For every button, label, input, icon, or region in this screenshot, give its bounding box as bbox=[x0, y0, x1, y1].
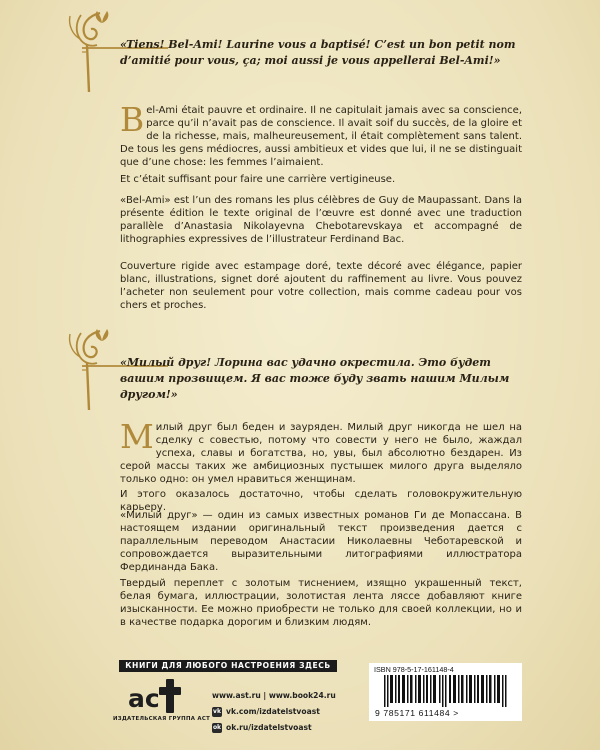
russian-paragraph-3: «Милый друг» — один из самых известных романов Ги де Мопассана. В настоящем издании оригинальный текст произведения дается с параллельным переводом Анастасии Николаевны Чеботаревской и сопровождается выразительными литографиями иллюстратора Фердинанда Бака. bbox=[120, 510, 522, 573]
french-dropcap: B bbox=[120, 100, 145, 139]
vk-link[interactable]: vk vk.com/izdatelstvoast bbox=[213, 707, 320, 716]
barcode-icon bbox=[384, 675, 514, 707]
ast-logo-icon bbox=[126, 677, 190, 715]
flower-ornament-icon bbox=[92, 9, 112, 25]
french-paragraph-2: Et c’était suffisant pour faire une carrière vertigineuse. bbox=[120, 174, 396, 185]
russian-paragraph-4: Твердый переплет с золотым тиснением, изящно украшенный текст, белая бумага, иллюстрации, золотистая лента ляссе добавляют книге изысканности. Ее можно приобрести не только для своей коллекции, но и в качестве подарка дорогим и близким людям. bbox=[120, 578, 522, 628]
ok-link[interactable]: ok ok.ru/izdatelstvoast bbox=[212, 723, 312, 732]
russian-quote: «Милый друг! Лорина вас удачно окрестила. Это будет вашим прозвищем. Я вас тоже буду звать нашим Милым другом!» bbox=[120, 356, 510, 401]
tagline-bar: КНИГИ ДЛЯ ЛЮБОГО НАСТРОЕНИЯ ЗДЕСЬ bbox=[119, 660, 337, 672]
vk-icon: vk bbox=[213, 708, 221, 715]
publisher-links bbox=[212, 688, 336, 736]
publisher-caption: ИЗДАТЕЛЬСКАЯ ГРУППА АСТ bbox=[113, 716, 211, 722]
websites-row[interactable]: www.ast.ru | www.book24.ru bbox=[212, 691, 336, 700]
isbn-number: ISBN 978-5-17-161148-4 bbox=[374, 665, 454, 674]
russian-paragraph-2: И этого оказалось достаточно, чтобы сделать головокружительную карьеру. bbox=[120, 489, 522, 513]
ast-logo-text: ac bbox=[128, 684, 160, 713]
flower-ornament-icon bbox=[92, 327, 112, 343]
french-paragraph-3: «Bel-Ami» est l’un des romans les plus célèbres de Guy de Maupassant. Dans la présente édition le texte original de l’œuvre est donné avec une traduction parallèle d’Anastasia Nikolayevna Chebotarevskaya et accompagné de lithographies expressives de l’illustrateur Ferdinand Bac. bbox=[120, 195, 522, 245]
russian-paragraph-1: Милый друг был беден и зауряден. Милый друг никогда не шел на сделку с совестью, потому что совести у него не было, жаждал успеха, славы и богатства, но, увы, был абсолютно бездарен. Из серой массы таких же амбициозных пустышек милого друга выделяло только одно: он умел нравиться женщинам. bbox=[120, 417, 522, 485]
french-quote: «Tiens! Bel-Ami! Laurine vous a baptisé! C’est un bon petit nom d’amitié pour vous, ça; moi aussi je vous appellerai Bel-Ami!» bbox=[120, 38, 516, 67]
ok-icon: ok bbox=[212, 724, 222, 731]
barcode-digits: 9 785171 611484 > bbox=[375, 708, 459, 718]
russian-dropcap: М bbox=[120, 417, 154, 456]
french-paragraph-1: Bel-Ami était pauvre et ordinaire. Il ne capitulait jamais avec sa conscience, parce qu’il n’avait pas de conscience. Il avait soif du succès, de la gloire et de la richesse, mais, malheureusement, il était complètement sans talent. De tous les gens médiocres, aussi ambitieux et vides que lui, il ne se distinguait que d’une chose: les femmes l’aimaient. bbox=[120, 100, 522, 168]
french-paragraph-4: Couverture rigide avec estampage doré, texte décoré avec élégance, papier blanc, illustrations, signet doré ajoutent du raffinement au livre. Vous pouvez l’acheter non seulement pour votre collection, mais comme cadeau pour vos chers et proches. bbox=[120, 261, 522, 311]
